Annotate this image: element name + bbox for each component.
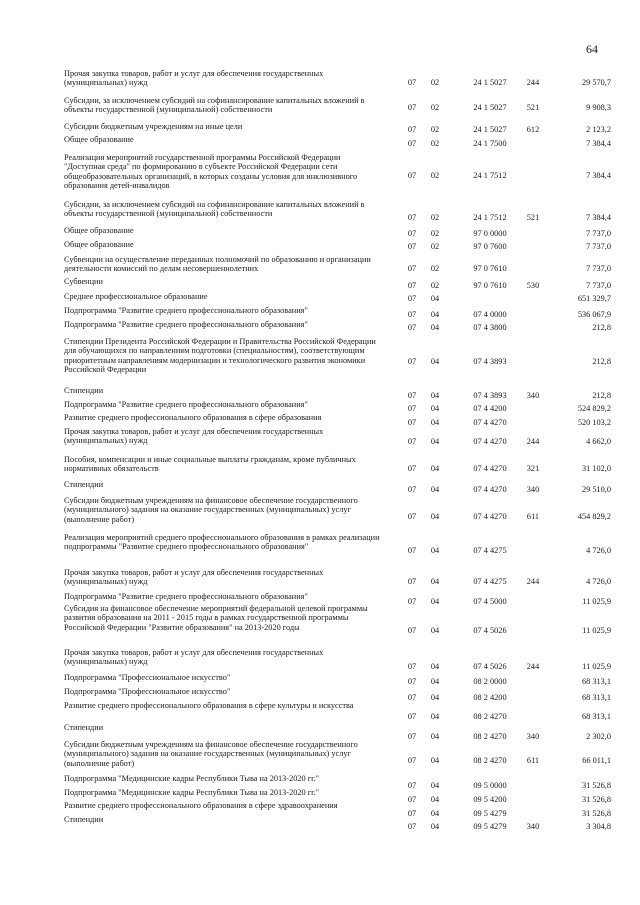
row-podrazdel: 02 (430, 264, 440, 273)
row-razdel: 07 (407, 662, 417, 671)
row-razdel: 07 (407, 139, 417, 148)
row-sum: 2 302,0 (586, 732, 611, 741)
row-name: Стипендии (64, 386, 104, 395)
row-name: Подпрограмма "Развитие среднего профессионального образования" (64, 592, 308, 601)
row-podrazdel: 04 (430, 756, 440, 765)
row-podrazdel: 04 (430, 357, 440, 366)
row-podrazdel: 02 (430, 78, 440, 87)
row-csr: 08 2 4200 (473, 693, 507, 702)
row-sum: 454 829,2 (577, 512, 611, 521)
row-podrazdel: 02 (430, 242, 440, 251)
row-razdel: 07 (407, 626, 417, 635)
row-csr: 97 0 0000 (473, 229, 507, 238)
row-name: Стипендии (64, 815, 104, 824)
row-sum: 4 726,0 (586, 577, 611, 586)
row-csr: 07 4 3800 (473, 323, 507, 332)
row-sum: 11 025,9 (582, 626, 611, 635)
row-razdel: 07 (407, 756, 417, 765)
row-razdel: 07 (407, 229, 417, 238)
row-csr: 07 4 5026 (473, 626, 507, 635)
row-name: Общее образование (64, 240, 134, 249)
row-sum: 31 526,8 (581, 781, 611, 790)
row-name: Пособия, компенсации и иные социальные выплаты гражданам, кроме публичных нормативных обязательств (64, 455, 356, 474)
row-razdel: 07 (407, 464, 417, 473)
row-sum: 212,8 (592, 357, 611, 366)
row-podrazdel: 02 (430, 139, 440, 148)
row-podrazdel: 04 (430, 662, 440, 671)
row-podrazdel: 02 (430, 103, 440, 112)
row-sum: 11 025,9 (582, 597, 611, 606)
row-csr: 07 4 4275 (473, 546, 507, 555)
row-podrazdel: 02 (430, 171, 440, 180)
row-podrazdel: 04 (430, 323, 440, 332)
row-razdel: 07 (407, 323, 417, 332)
row-name: Прочая закупка товаров, работ и услуг для обеспечения государственных (муниципальных) нужд (64, 427, 324, 446)
row-name: Подпрограмма "Профессиональное искусство" (64, 687, 231, 696)
row-csr: 07 4 4270 (473, 437, 507, 446)
row-vr: 340 (526, 485, 540, 494)
row-name: Подпрограмма "Медицинские кадры Республики Тыва на 2013-2020 гг." (64, 774, 320, 783)
row-razdel: 07 (407, 546, 417, 555)
row-sum: 4 726,0 (586, 546, 611, 555)
row-name: Развитие среднего профессионального образования в сфере здравоохранения (64, 801, 338, 810)
row-vr: 340 (526, 732, 540, 741)
row-podrazdel: 04 (430, 294, 440, 303)
row-sum: 31 102,0 (581, 464, 611, 473)
row-sum: 2 123,2 (586, 125, 611, 134)
row-razdel: 07 (407, 437, 417, 446)
row-sum: 7 737,0 (586, 264, 611, 273)
row-name: Стипендии (64, 723, 104, 732)
row-razdel: 07 (407, 693, 417, 702)
row-csr: 97 0 7610 (473, 281, 507, 290)
row-name: Прочая закупка товаров, работ и услуг для обеспечения государственных (муниципальных) нужд (64, 648, 324, 667)
row-razdel: 07 (407, 712, 417, 721)
row-sum: 212,8 (592, 391, 611, 400)
row-name: Подпрограмма "Развитие среднего профессионального образования" (64, 400, 308, 409)
row-vr: 244 (526, 662, 540, 671)
row-razdel: 07 (407, 357, 417, 366)
row-razdel: 07 (407, 822, 417, 831)
row-csr: 24 1 5027 (473, 103, 507, 112)
row-razdel: 07 (407, 281, 417, 290)
row-podrazdel: 04 (430, 577, 440, 586)
row-podrazdel: 04 (430, 822, 440, 831)
row-sum: 7 384,4 (586, 139, 611, 148)
row-name: Подпрограмма "Развитие среднего профессионального образования" (64, 306, 308, 315)
row-sum: 29 570,7 (581, 78, 611, 87)
row-sum: 524 829,2 (577, 404, 611, 413)
row-sum: 3 304,8 (586, 822, 611, 831)
row-csr: 24 1 5027 (473, 125, 507, 134)
row-vr: 611 (526, 512, 540, 521)
row-csr: 09 5 4279 (473, 809, 507, 818)
row-name: Реализация мероприятий государственной программы Российской Федерации "Доступная среда" по формированию в субъекте Российской Федерации сети общеобразовательных организаций, в которых созданы условия для инклюзивного образования детей-инвалидов (64, 153, 358, 191)
row-sum: 520 103,2 (577, 418, 611, 427)
row-sum: 651 329,7 (577, 294, 611, 303)
row-csr: 09 5 4200 (473, 795, 507, 804)
row-sum: 68 313,1 (581, 712, 611, 721)
row-csr: 08 2 4270 (473, 732, 507, 741)
row-csr: 09 5 4279 (473, 822, 507, 831)
row-csr: 08 2 0000 (473, 677, 507, 686)
row-vr: 340 (526, 391, 540, 400)
row-name: Стипендии Президента Российской Федерации и Правительства Российской Федерации для обучающихся по направлениям подготовки (специальностям), соответствующим приоритетным направлениям модернизации и технологического развития экономики Российской Федерации (64, 337, 376, 375)
row-podrazdel: 04 (430, 795, 440, 804)
row-sum: 536 067,9 (577, 310, 611, 319)
row-razdel: 07 (407, 242, 417, 251)
row-name: Субсидии бюджетным учреждениям на иные цели (64, 122, 243, 131)
row-csr: 08 2 4270 (473, 712, 507, 721)
row-name: Субсидии, за исключением субсидий на софинансирование капитальных вложений в объекты государственной (муниципальной) собственности (64, 200, 365, 219)
row-razdel: 07 (407, 795, 417, 804)
row-vr: 244 (526, 577, 540, 586)
row-name: Субвенции (64, 277, 103, 286)
row-podrazdel: 04 (430, 404, 440, 413)
row-razdel: 07 (407, 418, 417, 427)
row-name: Общее образование (64, 135, 134, 144)
row-razdel: 07 (407, 404, 417, 413)
row-csr: 09 5 0000 (473, 781, 507, 790)
row-podrazdel: 04 (430, 677, 440, 686)
row-name: Субсидии бюджетным учреждениям на финансовое обеспечение государственного (муниципального) задания на оказание государственных (муниципальных) услуг (выполнение работ) (64, 496, 358, 524)
row-razdel: 07 (407, 485, 417, 494)
row-sum: 68 313,1 (581, 677, 611, 686)
row-name: Общее образование (64, 226, 134, 235)
row-razdel: 07 (407, 78, 417, 87)
row-name: Стипендии (64, 480, 104, 489)
row-name: Субсидии, за исключением субсидий на софинансирование капитальных вложений в объекты государственной (муниципальной) собственности (64, 96, 365, 115)
row-podrazdel: 04 (430, 732, 440, 741)
row-vr: 321 (526, 464, 540, 473)
row-razdel: 07 (407, 171, 417, 180)
row-podrazdel: 04 (430, 597, 440, 606)
row-csr: 07 4 5000 (473, 597, 507, 606)
row-csr: 07 4 4270 (473, 418, 507, 427)
row-csr: 07 4 4200 (473, 404, 507, 413)
row-vr: 244 (526, 437, 540, 446)
row-name: Прочая закупка товаров, работ и услуг для обеспечения государственных (муниципальных) нужд (64, 568, 324, 587)
row-sum: 68 313,1 (581, 693, 611, 702)
row-sum: 212,8 (592, 323, 611, 332)
row-name: Среднее профессиональное образование (64, 292, 208, 301)
row-podrazdel: 04 (430, 712, 440, 721)
row-sum: 31 526,8 (581, 795, 611, 804)
row-podrazdel: 04 (430, 464, 440, 473)
row-razdel: 07 (407, 781, 417, 790)
row-name: Реализация мероприятий среднего профессионального образования в рамках реализации подпрограммы "Развитие среднего профессионального образования" (64, 533, 380, 552)
row-csr: 07 4 4275 (473, 577, 507, 586)
row-razdel: 07 (407, 310, 417, 319)
row-csr: 07 4 4270 (473, 464, 507, 473)
row-podrazdel: 04 (430, 418, 440, 427)
row-sum: 7 737,0 (586, 281, 611, 290)
row-podrazdel: 02 (430, 229, 440, 238)
row-csr: 08 2 4270 (473, 756, 507, 765)
row-vr: 611 (526, 756, 540, 765)
row-razdel: 07 (407, 577, 417, 586)
row-podrazdel: 04 (430, 809, 440, 818)
row-sum: 4 662,0 (586, 437, 611, 446)
row-name: Субсидия на финансовое обеспечение мероприятий федеральной целевой программы развития образования на 2011 - 2015 годы в рамках государственной программы Российской Федерации "Развитие образования" на 2013-2020 годы (64, 604, 368, 632)
row-name: Подпрограмма "Медицинские кадры Республики Тыва на 2013-2020 гг." (64, 788, 320, 797)
row-name: Развитие среднего профессионального образования в сфере культуры и искусства (64, 701, 354, 710)
row-name: Подпрограмма "Профессиональное искусство" (64, 673, 231, 682)
row-csr: 07 4 3893 (473, 357, 507, 366)
row-csr: 24 1 7500 (473, 139, 507, 148)
row-sum: 7 384,4 (586, 213, 611, 222)
row-name: Подпрограмма "Развитие среднего профессионального образования" (64, 320, 308, 329)
row-csr: 07 4 4270 (473, 512, 507, 521)
row-podrazdel: 04 (430, 310, 440, 319)
row-podrazdel: 04 (430, 781, 440, 790)
row-sum: 9 908,3 (586, 103, 611, 112)
row-sum: 11 025,9 (582, 662, 611, 671)
row-podrazdel: 04 (430, 485, 440, 494)
row-sum: 31 526,8 (581, 809, 611, 818)
row-razdel: 07 (407, 391, 417, 400)
row-csr: 07 4 4270 (473, 485, 507, 494)
page-number: 64 (586, 42, 598, 56)
row-razdel: 07 (407, 294, 417, 303)
row-sum: 7 384,4 (586, 171, 611, 180)
row-vr: 612 (526, 125, 540, 134)
row-vr: 521 (526, 213, 540, 222)
row-podrazdel: 04 (430, 693, 440, 702)
row-razdel: 07 (407, 213, 417, 222)
row-razdel: 07 (407, 512, 417, 521)
row-razdel: 07 (407, 809, 417, 818)
row-vr: 340 (526, 822, 540, 831)
row-csr: 97 0 7600 (473, 242, 507, 251)
row-podrazdel: 02 (430, 125, 440, 134)
row-podrazdel: 02 (430, 213, 440, 222)
row-name: Прочая закупка товаров, работ и услуг для обеспечения государственных (муниципальных) нужд (64, 69, 324, 88)
row-sum: 66 011,1 (582, 756, 611, 765)
row-vr: 530 (526, 281, 540, 290)
row-razdel: 07 (407, 103, 417, 112)
row-csr: 07 4 5026 (473, 662, 507, 671)
row-razdel: 07 (407, 597, 417, 606)
row-csr: 97 0 7610 (473, 264, 507, 273)
row-name: Развитие среднего профессионального образования в сфере образования (64, 413, 322, 422)
row-csr: 24 1 5027 (473, 78, 507, 87)
row-name: Субвенции на осуществление переданных полномочий по образованию и организации деятельности комиссий по делам несовершеннолетних (64, 255, 371, 274)
row-sum: 7 737,0 (586, 229, 611, 238)
row-podrazdel: 02 (430, 281, 440, 290)
row-podrazdel: 04 (430, 437, 440, 446)
row-csr: 24 1 7512 (473, 171, 507, 180)
row-sum: 29 510,0 (581, 485, 611, 494)
row-csr: 07 4 3893 (473, 391, 507, 400)
row-csr: 07 4 0000 (473, 310, 507, 319)
row-razdel: 07 (407, 732, 417, 741)
row-razdel: 07 (407, 125, 417, 134)
row-vr: 521 (526, 103, 540, 112)
row-vr: 244 (526, 78, 540, 87)
row-podrazdel: 04 (430, 546, 440, 555)
row-razdel: 07 (407, 677, 417, 686)
row-csr: 24 1 7512 (473, 213, 507, 222)
row-podrazdel: 04 (430, 626, 440, 635)
row-razdel: 07 (407, 264, 417, 273)
row-name: Субсидии бюджетным учреждениям на финансовое обеспечение государственного (муниципального) задания на оказание государственных (муниципальных) услуг (выполнение работ) (64, 740, 358, 768)
row-podrazdel: 04 (430, 391, 440, 400)
row-sum: 7 737,0 (586, 242, 611, 251)
row-podrazdel: 04 (430, 512, 440, 521)
